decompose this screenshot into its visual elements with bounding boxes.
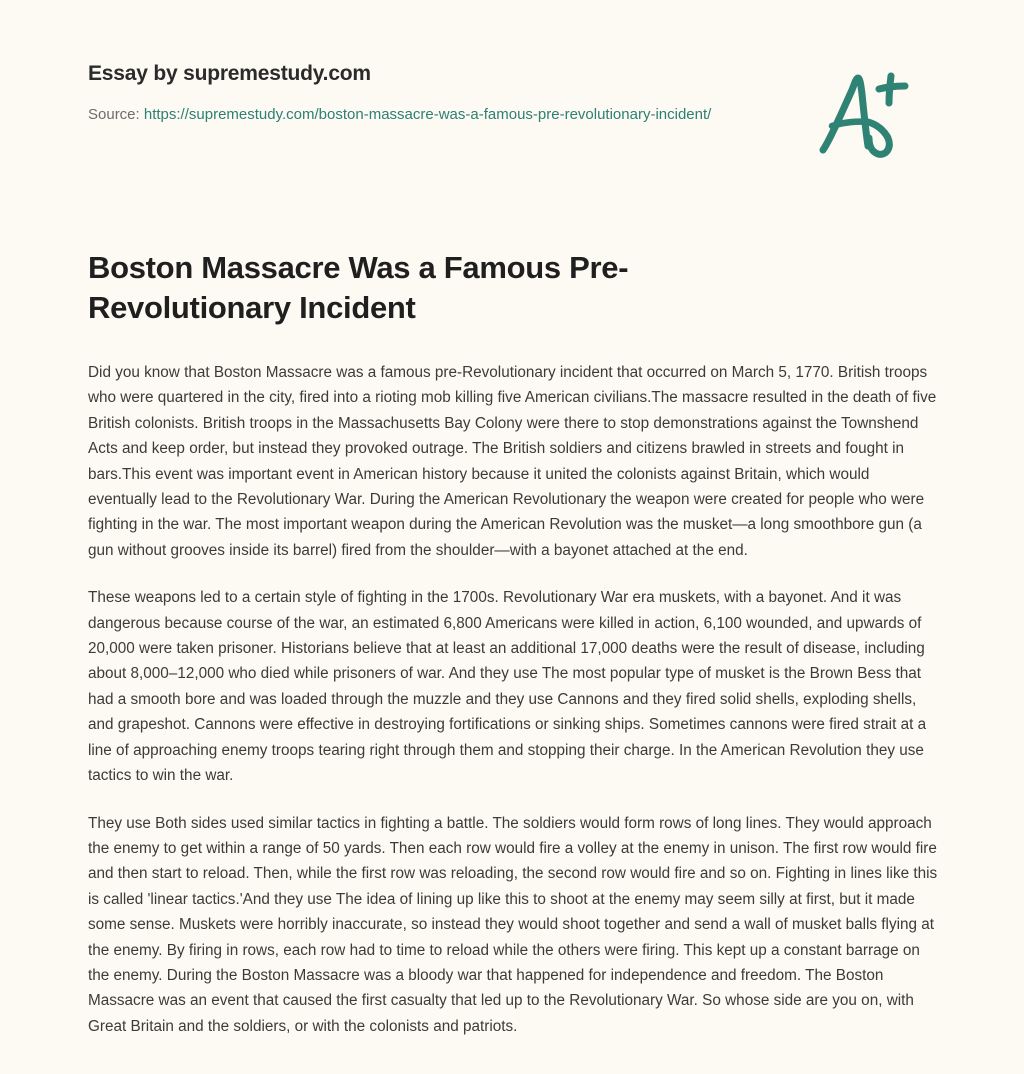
article xyxy=(88,248,938,1039)
a-plus-grade-logo-icon xyxy=(816,64,920,164)
article-paragraph: These weapons led to a certain style of fighting in the 1700s. Revolutionary War era muskets, with a bayonet. And it was dangerous because course of the war, an estimated 6,800 Americans were killed in action, 6,100 wounded, and upwards of 20,000 were taken prisoner. Historians believe that at least an additional 17,000 deaths were the result of disease, including about 8,000–12,000 who died while prisoners of war. And they use The most popular type of musket is the Brown Bess that had a smooth bore and was loaded through the muzzle and they use Cannons and they fired solid shells, exploding shells, and grapeshot. Cannons were effective in destroying fortifications or sinking ships. Sometimes cannons were fired strait at a line of approaching enemy troops tearing right through them and stopping their charge. In the American Revolution they use tactics to win the war. xyxy=(88,589,927,785)
page-header xyxy=(88,60,936,127)
article-paragraph: Did you know that Boston Massacre was a famous pre-Revolutionary incident that occurred on March 5, 1770. British troops who were quartered in the city, fired into a rioting mob killing five American civilians.The massacre resulted in the death of five British colonists. British troops in the Massachusetts Bay Colony were there to stop demonstrations against the Townshend Acts and keep order, but instead they provoked outrage. The British soldiers and citizens brawled in streets and fought in bars.This event was important event in American history because it united the colonists against Britain, which would eventually lead to the Revolutionary War. During the American Revolutionary the weapon were created for people who were fighting in the war. The most important weapon during the American Revolution was the musket—a long smoothbore gun (a gun without grooves inside its barrel) fired from the shoulder—with a bayonet attached at the end. xyxy=(88,364,937,559)
byline-heading: Essay by supremestudy.com xyxy=(88,62,371,85)
article-title: Boston Massacre Was a Famous Pre-Revolutionary Incident xyxy=(88,250,629,325)
source-label: Source: xyxy=(88,106,140,123)
source-url-link[interactable]: https://supremestudy.com/boston-massacre-was-a-famous-pre-revolutionary-incident/ xyxy=(143,106,712,123)
article-paragraph: They use Both sides used similar tactics in fighting a battle. The soldiers would form rows of long lines. They would approach the enemy to get within a range of 50 yards. Then each row would fire a volley at the enemy in unison. The first row would fire and then start to reload. Then, while the first row was reloading, the second row would fire and so on. Fighting in lines like this is called 'linear tactics.'And they use The idea of lining up like this to shoot at the enemy may seem silly at first, but it made some sense. Muskets were horribly inaccurate, so instead they would shoot together and send a wall of musket balls flying at the enemy. By firing in rows, each row had to time to reload while the others were firing. This kept up a constant barrage on the enemy. During the Boston Massacre was a bloody war that happened for independence and freedom. The Boston Massacre was an event that caused the first casualty that led up to the Revolutionary War. So whose side are you on, with Great Britain and the soldiers, or with the colonists and patriots. xyxy=(88,814,938,1035)
article-body xyxy=(88,360,938,1039)
source-line xyxy=(88,102,788,127)
